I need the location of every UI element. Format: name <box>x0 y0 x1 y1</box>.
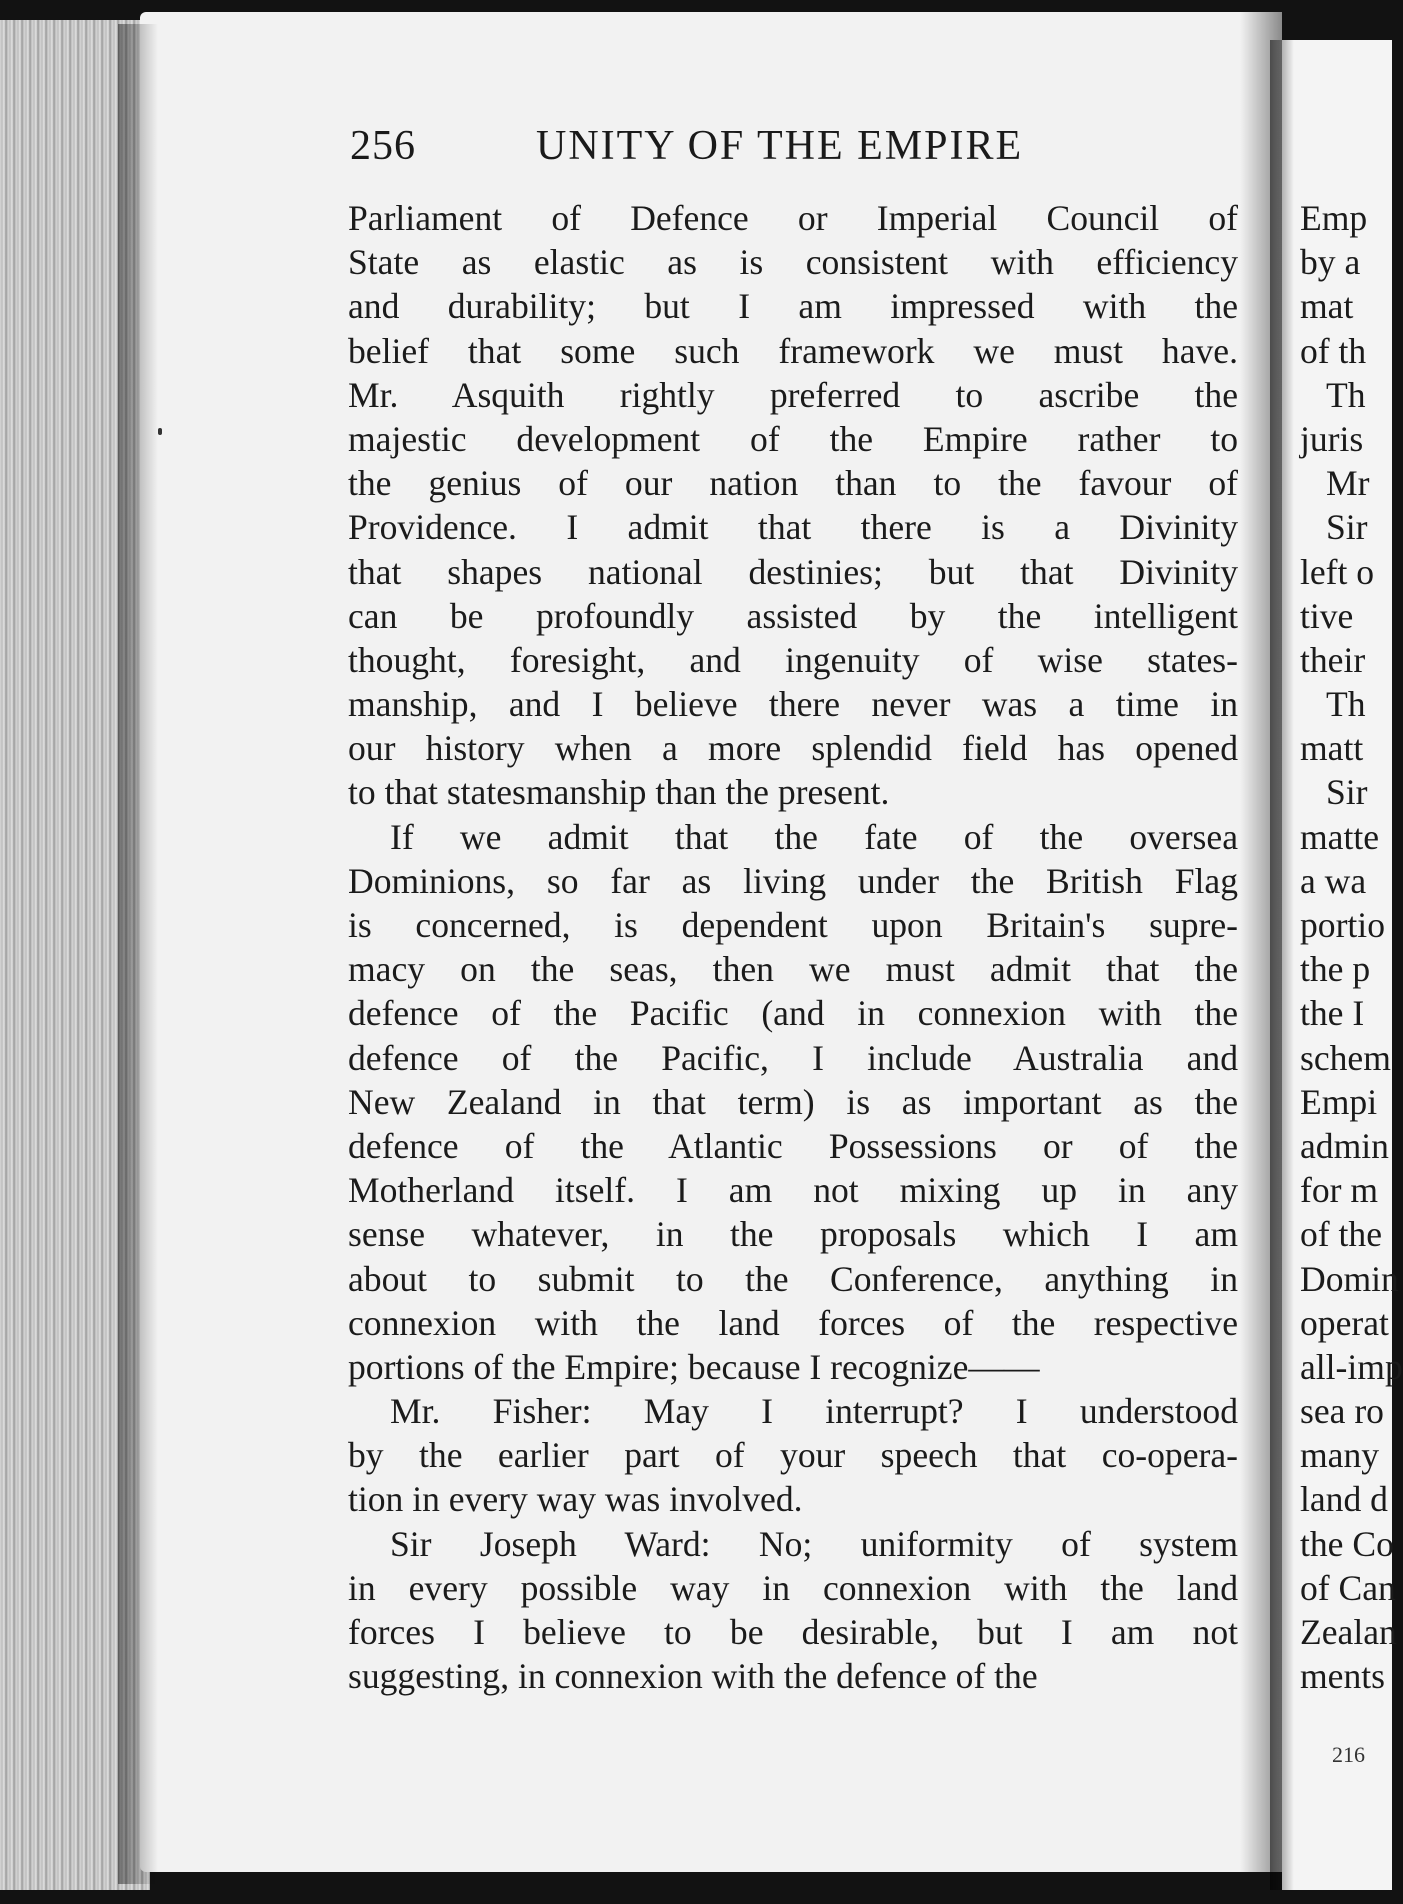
right-page-line: schem <box>1300 1037 1391 1078</box>
right-page-line: Sir <box>1326 507 1368 548</box>
right-page-line: all-imp <box>1300 1346 1403 1387</box>
right-page-line: sea ro <box>1300 1391 1384 1432</box>
text-line: defence of the Pacific (and in connexion with the <box>348 993 1238 1034</box>
text-line: Mr. Fisher: May I interrupt? I understood <box>390 1391 1238 1432</box>
text-line: about to submit to the Conference, anything in <box>348 1258 1238 1299</box>
text-line: to that statesmanship than the present. <box>348 772 890 813</box>
text-line: and durability; but I am impressed with the <box>348 286 1238 327</box>
right-page-line: Empi <box>1300 1081 1378 1122</box>
text-line: defence of the Pacific, I include Australia and <box>348 1037 1238 1078</box>
text-line: by the earlier part of your speech that co-opera- <box>348 1435 1238 1476</box>
text-line: forces I believe to be desirable, but I am not <box>348 1612 1238 1652</box>
right-page-line: of the <box>1300 1214 1382 1255</box>
right-page-line: Zealan <box>1300 1612 1397 1652</box>
right-page-line: Emp <box>1300 198 1368 238</box>
text-line: State as elastic as is consistent with efficiency <box>348 242 1238 283</box>
right-page-line: ments <box>1300 1656 1385 1697</box>
right-page-line: many <box>1300 1435 1380 1476</box>
text-line: our history when a more splendid field has opened <box>348 728 1238 769</box>
right-page-line: land d <box>1300 1479 1388 1520</box>
page-edge-shadow <box>118 24 158 1884</box>
text-line: If we admit that the fate of the oversea <box>390 816 1238 857</box>
right-page-line: admin <box>1300 1125 1389 1166</box>
right-page-line: for m <box>1300 1170 1379 1211</box>
right-page-line: Th <box>1326 684 1366 725</box>
text-line: Motherland itself. I am not mixing up in any <box>348 1170 1238 1211</box>
right-page-line: tive <box>1300 595 1354 636</box>
right-page-line: operat <box>1300 1302 1389 1343</box>
right-page-line: their <box>1300 639 1366 680</box>
running-title: UNITY OF THE EMPIRE <box>536 123 1024 169</box>
right-page-line: matte <box>1300 816 1380 857</box>
text-line: Dominions, so far as living under the British Flag <box>348 860 1238 901</box>
right-page-line: Domin <box>1300 1258 1399 1299</box>
page-number: 256 <box>350 123 416 169</box>
text-line: Parliament of Defence or Imperial Council of <box>348 198 1238 238</box>
right-page-line: matt <box>1300 728 1364 769</box>
text-line: the genius of our nation than to the favour of <box>348 463 1238 504</box>
text-line: is concerned, is dependent upon Britain's supre- <box>348 905 1238 945</box>
right-page-line: juris <box>1300 418 1364 459</box>
right-page-line: Th <box>1326 374 1366 415</box>
text-line: Sir Joseph Ward: No; uniformity of system <box>390 1523 1238 1564</box>
text-line: connexion with the land forces of the respective <box>348 1302 1238 1343</box>
right-page-text <box>1300 196 1403 1698</box>
text-line: sense whatever, in the proposals which I am <box>348 1214 1238 1255</box>
text-line: can be profoundly assisted by the intelligent <box>348 595 1238 636</box>
text-line: that shapes national destinies; but that Divinity <box>348 551 1238 592</box>
body-text <box>348 196 1238 1698</box>
text-line: manship, and I believe there never was a time in <box>348 684 1238 725</box>
running-head <box>350 122 1070 172</box>
text-line: tion in every way was involved. <box>348 1479 803 1520</box>
text-line: thought, foresight, and ingenuity of wise states- <box>348 639 1238 680</box>
right-page-line: the p <box>1300 949 1371 990</box>
text-line: majestic development of the Empire rather to <box>348 418 1238 459</box>
right-page-line: portio <box>1300 905 1385 945</box>
text-line: defence of the Atlantic Possessions or of the <box>348 1125 1238 1166</box>
text-line: belief that some such framework we must have. <box>348 330 1238 371</box>
right-page-line: the I <box>1300 993 1365 1034</box>
right-page-folio: 216 <box>1332 1742 1365 1767</box>
text-line: New Zealand in that term) is as important as the <box>348 1081 1238 1122</box>
text-line: Providence. I admit that there is a Divinity <box>348 507 1238 548</box>
right-page-line: Sir <box>1326 772 1368 813</box>
text-line: in every possible way in connexion with the land <box>348 1567 1238 1608</box>
right-page-line: a wa <box>1300 860 1367 901</box>
text-line: Mr. Asquith rightly preferred to ascribe the <box>348 374 1238 415</box>
right-page-shadow <box>1270 40 1294 1890</box>
text-line: macy on the seas, then we must admit that the <box>348 949 1238 990</box>
right-page-line: of Can <box>1300 1567 1396 1608</box>
right-page-line: Mr <box>1326 463 1370 504</box>
text-line: portions of the Empire; because I recognize—— <box>348 1346 1040 1387</box>
right-page-line: the Co <box>1300 1523 1394 1564</box>
right-page-line: by a <box>1300 242 1361 283</box>
right-page-line: of th <box>1300 330 1367 371</box>
right-page-line: left o <box>1300 551 1375 592</box>
ink-speck <box>158 428 162 435</box>
right-page-line: mat <box>1300 286 1354 327</box>
text-line: suggesting, in connexion with the defence of the <box>348 1656 1038 1697</box>
